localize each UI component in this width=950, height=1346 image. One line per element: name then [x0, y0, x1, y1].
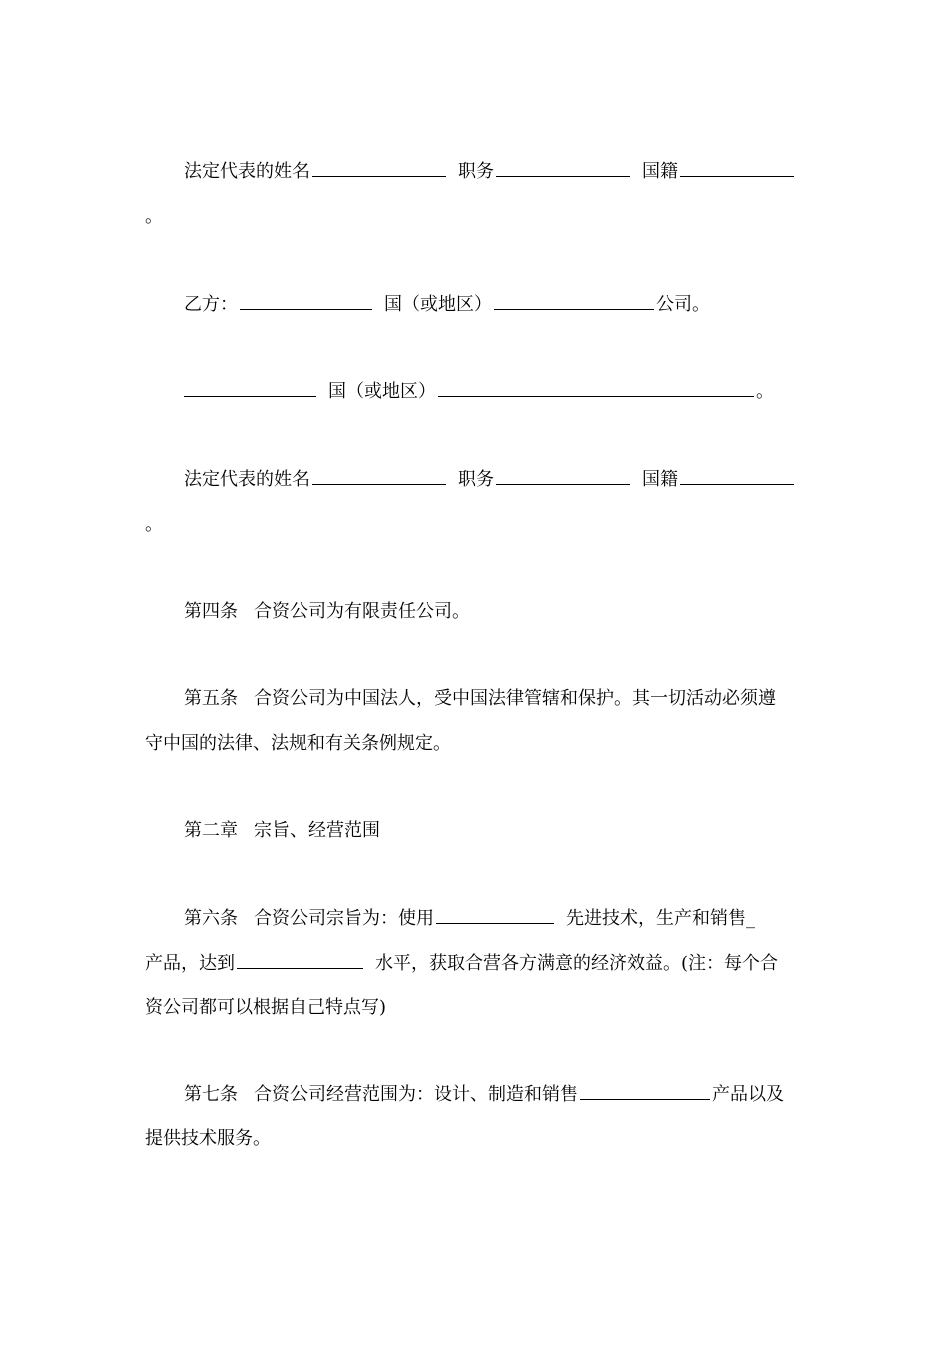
- party-b-rep-end-line: [145, 512, 810, 538]
- article-text: 产品，达到: [145, 953, 235, 974]
- article-6-line-2: [145, 951, 810, 977]
- rep-title-blank[interactable]: [496, 483, 630, 485]
- party-a-rep-line: [184, 159, 810, 185]
- party-a-rep-end-line: [145, 204, 810, 230]
- article-7-line-2: [145, 1126, 810, 1152]
- article-6-line-1: [184, 906, 810, 932]
- rep-nationality-label: 国籍: [642, 469, 678, 490]
- company-suffix: 公司。: [656, 294, 710, 315]
- article-text: 合资公司为有限责任公司。: [254, 601, 470, 622]
- rep-nationality-blank[interactable]: [680, 483, 794, 485]
- party-b-address-line: [184, 379, 810, 405]
- rep-nationality-label: 国籍: [642, 161, 678, 182]
- article-text: 提供技术服务。: [145, 1128, 271, 1149]
- end-mark: 。: [145, 206, 163, 227]
- party-b-line: [184, 292, 810, 318]
- article-number: 第四条: [184, 601, 238, 622]
- party-b-name-blank[interactable]: [240, 308, 372, 310]
- article-7-line-1: [184, 1082, 810, 1108]
- article-5-line-2: [145, 731, 810, 757]
- article-5-line-1: [184, 686, 810, 712]
- article-number: 第六条: [184, 908, 238, 929]
- product-blank[interactable]: [580, 1098, 710, 1100]
- article-text: 合资公司为中国法人，受中国法律管辖和保护。其一切活动必须遵: [254, 688, 776, 709]
- chapter-title: 宗旨、经营范围: [254, 820, 380, 841]
- technology-blank[interactable]: [436, 922, 554, 924]
- country-label: 国（或地区）: [328, 381, 436, 402]
- rep-title-label: 职务: [458, 469, 494, 490]
- end-mark: 。: [145, 514, 163, 535]
- rep-nationality-blank[interactable]: [680, 175, 794, 177]
- article-text: 合资公司经营范围为：设计、制造和销售: [254, 1084, 578, 1105]
- article-text: 水平，获取合营各方满意的经济效益。(注：每个合: [375, 953, 779, 974]
- party-b-country-blank[interactable]: [494, 308, 654, 310]
- party-b-address-blank[interactable]: [184, 395, 316, 397]
- rep-name-blank[interactable]: [312, 483, 446, 485]
- chapter-number: 第二章: [184, 820, 238, 841]
- article-text: 资公司都可以根据自己特点写): [145, 997, 387, 1018]
- chapter-2-heading: [184, 818, 810, 844]
- rep-title-label: 职务: [458, 161, 494, 182]
- party-b-rep-line: [184, 467, 810, 493]
- rep-title-blank[interactable]: [496, 175, 630, 177]
- article-number: 第七条: [184, 1084, 238, 1105]
- article-4: [184, 599, 810, 625]
- rep-name-label: 法定代表的姓名: [184, 469, 310, 490]
- article-text: 守中国的法律、法规和有关条例规定。: [145, 733, 451, 754]
- article-text: 产品以及: [712, 1084, 784, 1105]
- level-blank[interactable]: [237, 967, 363, 969]
- article-6-line-3: [145, 995, 810, 1021]
- country-label: 国（或地区）: [384, 294, 492, 315]
- article-text: 合资公司宗旨为：使用: [254, 908, 434, 929]
- rep-name-blank[interactable]: [312, 175, 446, 177]
- article-number: 第五条: [184, 688, 238, 709]
- party-b-region-blank[interactable]: [438, 395, 754, 397]
- article-text: 先进技术，生产和销售_: [566, 908, 755, 929]
- party-b-label: 乙方：: [184, 294, 238, 315]
- rep-name-label: 法定代表的姓名: [184, 161, 310, 182]
- end-mark: 。: [756, 381, 774, 402]
